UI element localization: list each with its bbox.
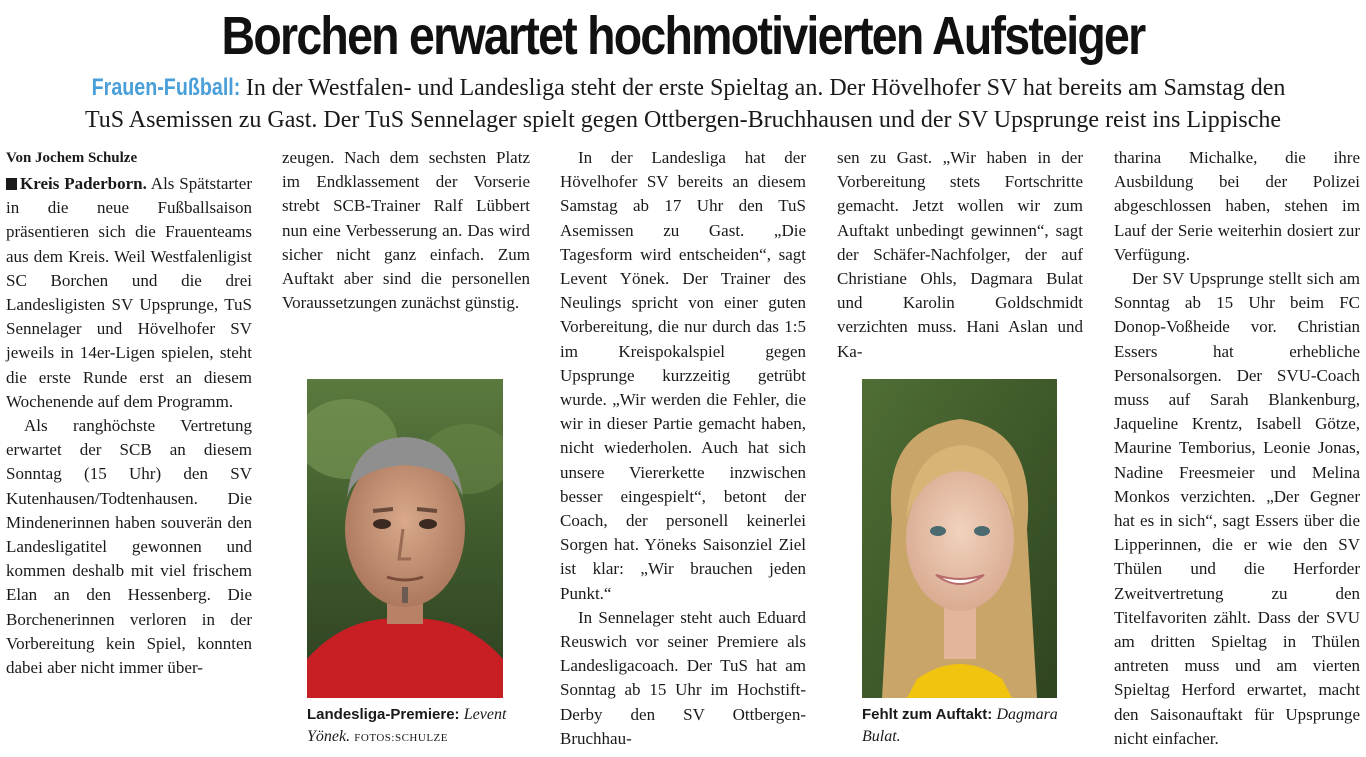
photo-caption-2 xyxy=(862,704,1062,748)
caption-bold: Landesliga-Premiere: xyxy=(307,706,460,723)
caption-name: Dagmara Bulat. xyxy=(862,706,1058,745)
subheadline-line-2: TuS Asemissen zu Gast. Der TuS Sennelager spielt gegen Ottbergen-Bruchhausen und der SV Upsprunge reist ins Lippische xyxy=(84,107,1282,133)
photo-caption-1 xyxy=(307,704,507,749)
subheadline xyxy=(0,72,1366,136)
column-4 xyxy=(837,146,1083,364)
paragraph-text: Als Spätstarter in die neue Fußballsaison präsentieren sich die Frauenteams aus dem Kreis. Weil Westfalenligist SC Borchen und die drei Landesligisten SV Upsprunge, TuS Sennelager und Hövelhofer SV jeweils in 14er-Ligen spielen, steht die erste Runde erst an diesem Wochenende auf dem Programm. xyxy=(6,174,252,411)
photo-credit: FOTOS:SCHULZE xyxy=(354,732,448,744)
column-3 xyxy=(560,146,806,751)
paragraph: In der Landesliga hat der Hövelhofer SV bereits an diesem Samstag ab 17 Uhr den TuS Asemissen zu Gast. „Die Tagesform wird entscheiden“, sagt Levent Yönek. Der Trainer des Neulings spricht von einer guten Vorbereitung, die nur durch das 1:5 im Kreispokalspiel gegen Upsprunge kurzzeitig getrübt wurde. „Wir werden die Fehler, die wir in dieser Partie gemacht haben, nicht wiederholen. Auch hat sich unsere Viererkette inzwischen besser eingespielt“, betont der Coach, der personell keinerlei Sorgen hat. Yöneks Saisonziel Ziel ist klar: „Wir brauchen jeden Punkt.“ xyxy=(560,148,806,603)
bullet-square-icon xyxy=(6,178,17,190)
column-5 xyxy=(1114,146,1360,751)
paragraph: tharina Michalke, die ihre Ausbildung bei der Polizei abgeschlossen haben, stehen im Lauf der Serie weiterhin dosiert zur Verfügung. xyxy=(1114,148,1360,264)
column-2 xyxy=(282,146,530,315)
paragraph: Als ranghöchste Vertretung erwartet der SCB an diesem Sonntag (15 Uhr) den SV Kutenhausen/Todtenhausen. Die Mindenerinnen haben souverän den Landesligatitel gewonnen und kommen deshalb mit viel frischem Elan an den Hessenberg. Die Borchenerinnen verloren in der Vorbereitung kein Spiel, konnten dabei aber nicht immer über- xyxy=(6,416,252,678)
caption-name: Levent Yönek. xyxy=(307,706,507,745)
photo-dagmara-bulat xyxy=(862,379,1057,698)
byline: Von Jochem Schulze xyxy=(6,150,138,166)
subheadline-text-1: In der Westfalen- und Landesliga steht der erste Spieltag an. Der Hövelhofer SV hat bereits am Samstag den xyxy=(245,75,1286,101)
paragraph: Der SV Upsprunge stellt sich am Sonntag ab 15 Uhr beim FC Donop-Voßheide vor. Christian Essers hat erhebliche Personalsorgen. Der SVU-Coach muss auf Sarah Blankenburg, Jaqueline Krentz, Isabell Götze, Maurine Temborius, Leonie Jonas, Nadine Freesmeier und Melina Monkos verzichten. „Der Gegner hat es in sich“, sagt Essers über die Lipperinnen, die er wie den SV Thülen und die Herforder Zweitvertretung zu den Titelfavoriten zählt. Dass der SVU am dritten Spieltag in Thülen antreten muss und am vierten Spieltag Herford erwartet, macht den Saisonauftakt für Upsprunge nicht einfacher. xyxy=(1114,269,1360,748)
paragraph: zeugen. Nach dem sechsten Platz im Endklassement der Vorserie strebt SCB-Trainer Ralf Lübbert nun eine Verbesserung an. Das wird sicher nicht ganz einfach. Zum Auftakt aber sind die personellen Voraussetzungen zunächst günstig. xyxy=(282,148,530,313)
kicker: Frauen-Fußball: xyxy=(91,74,240,101)
subheadline-line-1 xyxy=(0,72,1366,104)
paragraph xyxy=(6,172,252,414)
photo-levent-yonek xyxy=(307,379,503,698)
column-1 xyxy=(6,146,252,680)
paragraph: sen zu Gast. „Wir haben in der Vorbereitung stets Fortschritte gemacht. Jetzt wollen wir zum Auftakt unbedingt gewinnen“, sagt der Schäfer-Nachfolger, der auf Christiane Ohls, Dagmara Bulat und Karolin Goldschmidt verzichten muss. Hani Aslan und Ka- xyxy=(837,148,1083,361)
portrait-woman-image xyxy=(862,379,1057,698)
paragraph: In Sennelager steht auch Eduard Reuswich vor seiner Premiere als Landesligacoach. Der TuS hat am Sonntag ab 15 Uhr im Hochstift-Derby den SV Ottbergen-Bruchhau- xyxy=(560,607,806,748)
dateline: Kreis Paderborn. xyxy=(20,174,147,193)
caption-bold: Fehlt zum Auftakt: xyxy=(862,706,993,723)
headline: Borchen erwartet hochmotivierten Aufsteiger xyxy=(221,6,1145,66)
portrait-man-image xyxy=(307,379,503,698)
